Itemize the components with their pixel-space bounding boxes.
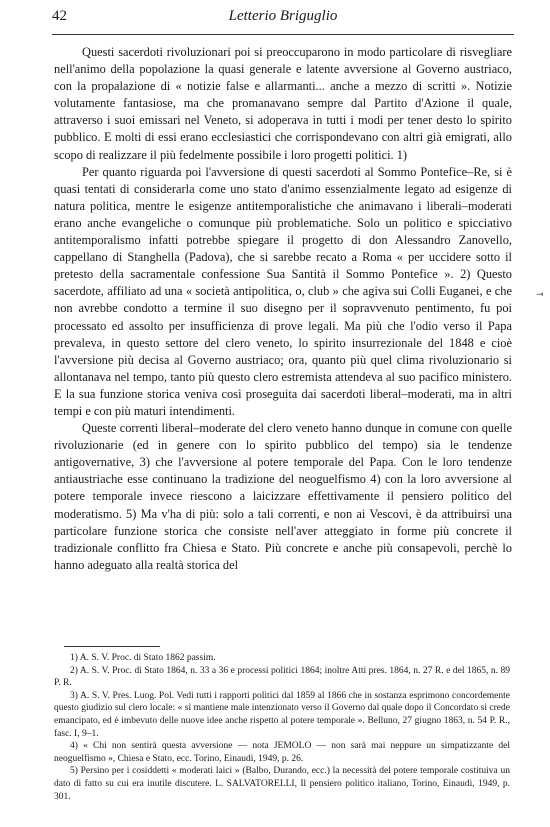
footnote-1: 1) A. S. V. Proc. di Stato 1862 passim. [70, 653, 216, 663]
running-title: Letterio Briguglio [228, 8, 338, 24]
paragraph-1: Questi sacerdoti rivoluzionari poi si preoccuparono in modo particolare di risvegliare nell'animo della popolazione la quasi generale e latente avversione al Governo austriaco, con la propalazione di « notizie false e allarmanti... anche a mezzo di scritti ». Notizie volutamente fantasiose, ma che promanavano sempre dal Partito d'Azione il quale, attraverso i suoi emissari nel Veneto, si adoperava in tutti i modi per tener desto lo spirito pubblico. E molti di essi erano ecclesiastici che corrispondevano con altri già emigrati, allo scopo di realizzare il più fedelmente possibile i loro progetti politici. 1) [54, 45, 512, 162]
paragraph-3: Queste correnti liberal–moderate del clero veneto hanno dunque in comune con quelle rivoluzionarie (ed in genere con lo spirito pubblico del tempo) sia le tendenze antigovernative, 3) che l'avversione al potere temporale del Papa. Con le loro tendenze antiaustriache esse continuano la tradizione del neoguelfismo 4) con la loro avversione al potere temporale invece riescono a laicizzare effettivamente il pensiero politico del moderatismo. 5) Ma v'ha di più: solo a tali correnti, e non ai Vescovi, è da attribuirsi una particolare funzione storica che consiste nell'aver atteggiato in forme più concrete il tradizionale conflitto fra Chiesa e Stato. Più concrete e anche più consapevoli, perchè lo hanno adeguato alla realtà storica del [54, 421, 512, 572]
footnote-3: 3) A. S. V. Pres. Luog. Pol. Vedi tutti i rapporti politici dal 1859 al 1866 che in sostanza esprimono concordemente questo giudizio sul clero locale: « si mantiene male intenzionato verso il Governo dal quale dopo il Concordato si crede emancipato, ed è imbevuto delle nuove idee anche rispetto al potere temporale ». Belluno, 27 giugno 1863, n. 54 P. R., fasc. I, 9–1. [54, 690, 510, 739]
page-header [52, 8, 514, 30]
header-rule [52, 34, 514, 35]
footnote-2: 2) A. S. V. Proc. di Stato 1864, n. 33 a 36 e processi politici 1864; inoltre Atti pres. 1864, n. 27 R. e del 1865, n. 89 P. R. [54, 665, 510, 689]
body-text [54, 44, 512, 574]
paragraph-2: Per quanto riguarda poi l'avversione di questi sacerdoti al Sommo Pontefice–Re, si è quasi tentati di considerarla come uno stato d'animo essenzialmente legato ad esigenze di natura politica, mentre le esigenze antitemporalistiche che animavano i liberali–moderati erano anche evangeliche o comunque più problematiche. Solo un politico e spicciativo antitemporalismo infatti potrebbe spiegare il progetto di don Alessandro Zanovello, cappellano di Stanghella (Padova), che si sarebbe recato a Roma « per uccidere sotto il pretesto della sacramentale confessione Sua Santità il Sommo Pontefice ». 2) Questo sacerdote, affiliato ad una « società antipolitica, o, club » che agiva sui Colli Euganei, e che non avrebbe condotto a termine il suo disegno per il sopravvenuto pentimento, fu poi processato ed assolto per insufficienza di prove legali. Ma più che l'odio verso il Papa prevaleva, in questo settore del clero veneto, lo spirito insurrezionale del 1848 e cioè l'avversione più decisa al Governo austriaco; ora, quanto più quel clima rivoluzionario si allontanava nel tempo, tanto più questo clero estremista attendeva al suo pacifico ministero. E la sua funzione storica veniva così proseguita dai sacerdoti liberal–moderati, ma in altri tempi e con più maturi intendimenti. [54, 164, 512, 418]
footnote-rule [64, 646, 160, 647]
page-number: 42 [52, 8, 67, 24]
footnote-5: 5) Persino per i cosiddetti « moderati laici » (Balbo, Durando, ecc.) la necessità del potere temporale costituiva un dato di fatto su cui era inutile discutere. L. SALVATORELLI, Il pensiero politico italiano, Torino, Einaudi, 1949, p. 301. [54, 766, 510, 802]
footnotes [54, 652, 510, 803]
footnote-4: 4) « Chi non sentirà questa avversione — nota JEMOLO — non sarà mai neppure un simpatizzante del neoguelfismo », Chiesa e Stato, ecc. Torino, Einaudi, 1949, p. 26. [54, 741, 510, 764]
margin-mark: ⇥ [536, 290, 544, 300]
